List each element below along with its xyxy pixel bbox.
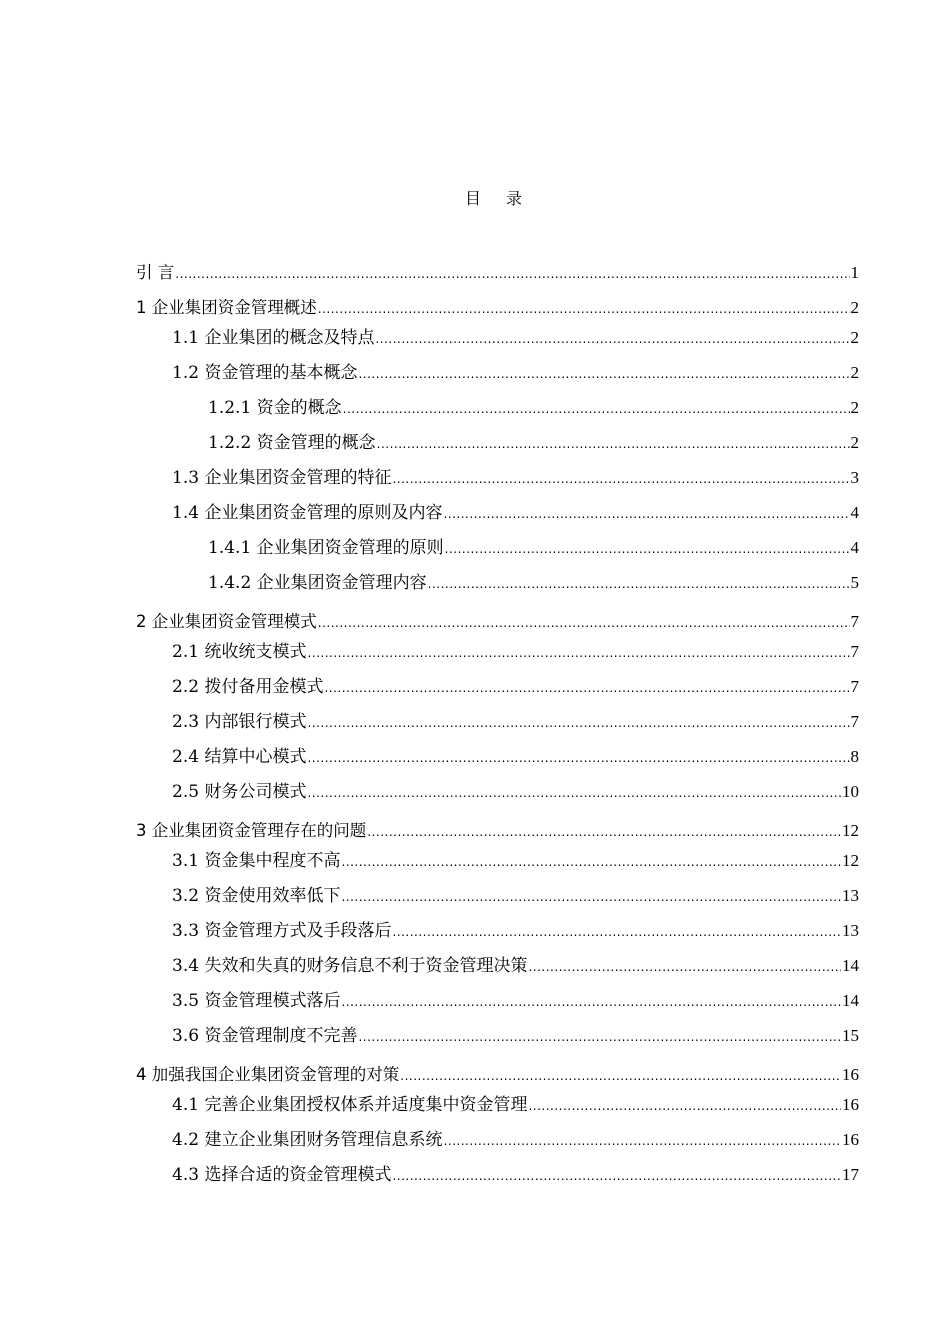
toc-entry-3-4[interactable] (136, 953, 859, 988)
toc-page-number: 15 (842, 1026, 859, 1045)
dot-leader (341, 989, 841, 1015)
toc-page-number: 2 (850, 363, 859, 382)
toc-entry-chapter-3[interactable] (136, 818, 859, 848)
toc-entry-label: 1.2 资金管理的基本概念 (172, 363, 358, 383)
toc-entry-1-3[interactable] (136, 465, 859, 500)
toc-entry-3-1[interactable] (136, 848, 859, 883)
dot-leader (358, 361, 849, 387)
toc-entry-label: 2.3 内部银行模式 (172, 712, 307, 732)
dot-leader (343, 396, 850, 422)
toc-entry-chapter-1[interactable] (136, 295, 859, 325)
dot-leader (341, 884, 841, 910)
toc-entry-label: 1.4.1 企业集团资金管理的原则 (208, 538, 444, 558)
toc-entry-3-3[interactable] (136, 918, 859, 953)
toc-entry-label: 2.5 财务公司模式 (172, 782, 307, 802)
toc-page-number: 7 (850, 712, 859, 731)
toc-page-number: 17 (842, 1165, 859, 1184)
toc-entry-label: 引 言 (136, 263, 175, 282)
toc-entry-3-5[interactable] (136, 988, 859, 1023)
toc-entry-1-4-1[interactable] (136, 535, 859, 570)
toc-entry-chapter-4[interactable] (136, 1062, 859, 1092)
toc-page-number: 10 (842, 782, 859, 801)
dot-leader (392, 466, 849, 492)
toc-entry-label: 2.1 统收统支模式 (172, 642, 307, 662)
dot-leader (445, 536, 850, 562)
toc-entry-label: 4.2 建立企业集团财务管理信息系统 (172, 1130, 443, 1150)
toc-page-number: 8 (850, 747, 859, 766)
toc-entry-3-2[interactable] (136, 883, 859, 918)
toc-page-number: 7 (850, 642, 859, 661)
toc-page-number: 4 (850, 503, 859, 522)
dot-leader (318, 296, 850, 322)
toc-page-number: 3 (850, 468, 859, 487)
dot-leader (528, 1093, 841, 1119)
toc-entry-label: 2.2 拨付备用金模式 (172, 677, 324, 697)
toc-entry-2-3[interactable] (136, 709, 859, 744)
toc-entry-label: 1.2.2 资金管理的概念 (208, 433, 376, 453)
toc-page-number: 14 (842, 956, 859, 975)
toc-entry-4-2[interactable] (136, 1127, 859, 1162)
toc-entry-chapter-2[interactable] (136, 609, 859, 639)
toc-entry-1-2-1[interactable] (136, 395, 859, 430)
toc-page-number: 7 (850, 612, 859, 631)
toc-page-number: 5 (850, 573, 859, 592)
toc-entry-label: 3.6 资金管理制度不完善 (172, 1026, 358, 1046)
toc-entry-1-4[interactable] (136, 500, 859, 535)
dot-leader (375, 326, 849, 352)
toc-entry-label: 3.5 资金管理模式落后 (172, 991, 341, 1011)
dot-leader (318, 610, 850, 636)
toc-page-number: 16 (842, 1130, 859, 1149)
dot-leader (175, 261, 849, 287)
dot-leader (443, 501, 849, 527)
toc-page-number: 7 (850, 677, 859, 696)
toc-page-number: 2 (850, 433, 859, 452)
dot-leader (443, 1128, 841, 1154)
toc-entry-label: 2.4 结算中心模式 (172, 747, 307, 767)
toc-page-number: 2 (850, 398, 859, 417)
toc-page-number: 13 (842, 921, 859, 940)
dot-leader (392, 919, 841, 945)
toc-entry-label: 1.4 企业集团资金管理的原则及内容 (172, 503, 443, 523)
dot-leader (358, 1024, 841, 1050)
toc-entry-label: 1.2.1 资金的概念 (208, 398, 342, 418)
dot-leader (307, 710, 849, 736)
dot-leader (307, 745, 849, 771)
toc-page-number: 16 (842, 1065, 859, 1084)
toc-entry-label: 3 企业集团资金管理存在的问题 (136, 821, 367, 840)
toc-entry-intro[interactable] (136, 260, 859, 295)
toc-page-number: 2 (850, 328, 859, 347)
toc-entry-4-1[interactable] (136, 1092, 859, 1127)
toc-entry-label: 4.3 选择合适的资金管理模式 (172, 1165, 392, 1185)
dot-leader (392, 1163, 841, 1189)
toc-entry-label: 3.1 资金集中程度不高 (172, 851, 341, 871)
toc-entry-1-1[interactable] (136, 325, 859, 360)
toc-entry-1-4-2[interactable] (136, 570, 859, 605)
toc-page-number: 12 (842, 821, 859, 840)
toc-entry-label: 3.4 失效和失真的财务信息不利于资金管理决策 (172, 956, 528, 976)
toc-entry-label: 1.1 企业集团的概念及特点 (172, 328, 375, 348)
toc-page-number: 4 (850, 538, 859, 557)
toc-entry-label: 3.3 资金管理方式及手段落后 (172, 921, 392, 941)
toc-entry-label: 4 加强我国企业集团资金管理的对策 (136, 1065, 400, 1084)
toc-entry-2-2[interactable] (136, 674, 859, 709)
toc-page-number: 2 (850, 298, 859, 317)
toc-entry-2-1[interactable] (136, 639, 859, 674)
toc-title: 目 录 (464, 189, 533, 208)
dot-leader (324, 675, 849, 701)
dot-leader (367, 819, 841, 845)
toc-page-number: 13 (842, 886, 859, 905)
toc-page-number: 14 (842, 991, 859, 1010)
toc-entry-label: 2 企业集团资金管理模式 (136, 612, 317, 631)
toc-entry-1-2[interactable] (136, 360, 859, 395)
toc-entry-label: 4.1 完善企业集团授权体系并适度集中资金管理 (172, 1095, 528, 1115)
toc-entry-label: 1.4.2 企业集团资金管理内容 (208, 573, 427, 593)
table-of-contents (136, 260, 859, 1197)
toc-entry-3-6[interactable] (136, 1023, 859, 1058)
toc-page-number: 12 (842, 851, 859, 870)
dot-leader (377, 431, 850, 457)
dot-leader (341, 849, 841, 875)
toc-page-number: 16 (842, 1095, 859, 1114)
toc-entry-label: 3.2 资金使用效率低下 (172, 886, 341, 906)
toc-page-number: 1 (850, 263, 859, 282)
dot-leader (428, 571, 850, 597)
dot-leader (307, 780, 841, 806)
toc-entry-2-5[interactable] (136, 779, 859, 814)
toc-entry-1-2-2[interactable] (136, 430, 859, 465)
toc-entry-2-4[interactable] (136, 744, 859, 779)
dot-leader (307, 640, 849, 666)
dot-leader (528, 954, 841, 980)
dot-leader (400, 1063, 841, 1089)
toc-entry-label: 1.3 企业集团资金管理的特征 (172, 468, 392, 488)
toc-entry-label: 1 企业集团资金管理概述 (136, 298, 317, 317)
toc-entry-4-3[interactable] (136, 1162, 859, 1197)
